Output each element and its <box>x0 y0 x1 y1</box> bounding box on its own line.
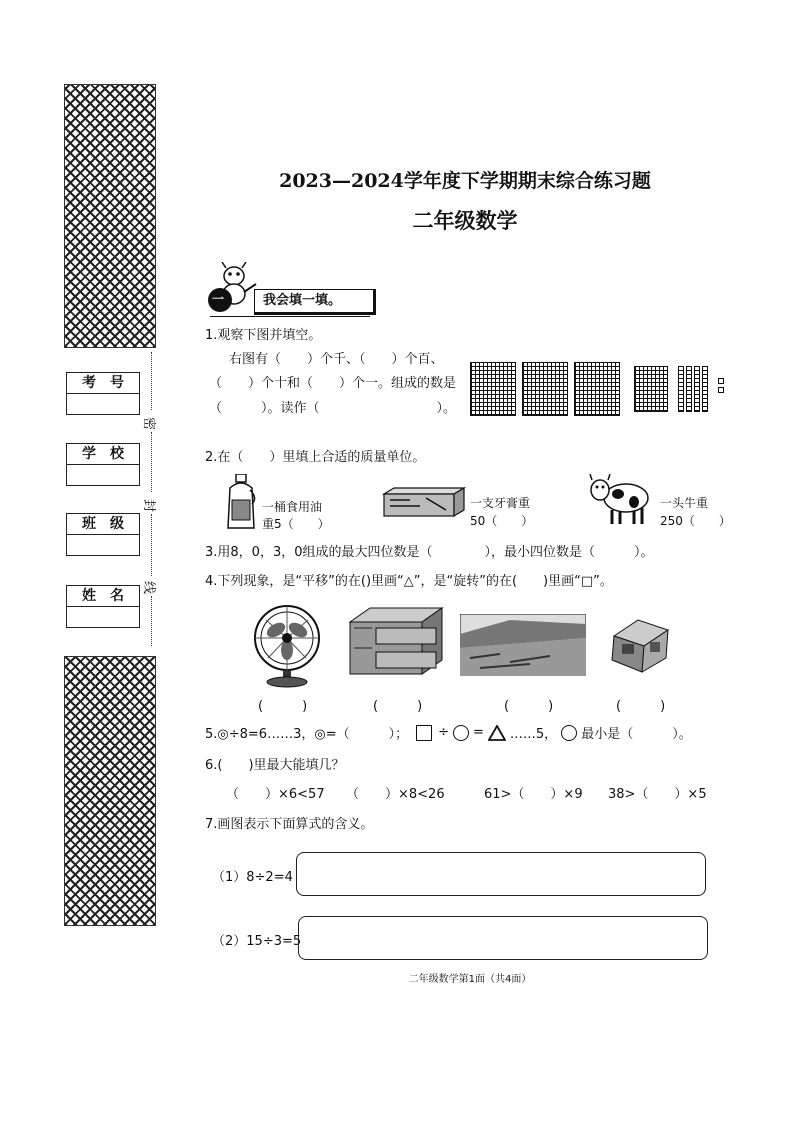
q2-prompt: 2.在（ ）里填上合适的质量单位。 <box>205 450 426 465</box>
q2-item1-line2: 重5（ ） <box>262 517 330 531</box>
q4-paren-2[interactable]: ( ) <box>373 699 423 714</box>
q4-paren-1[interactable]: ( ) <box>258 699 308 714</box>
decorative-border-top <box>64 84 156 348</box>
mascot-icon <box>204 262 260 316</box>
q2-item1-line1: 一桶食用油 <box>262 500 323 514</box>
thousand-cube-3 <box>574 362 620 416</box>
thousand-cube-1 <box>470 362 516 416</box>
q5-line <box>205 723 692 742</box>
q5-part1: 5.◎÷8=6……3，◎=（ ）； <box>205 727 409 742</box>
field-label: 学校 <box>67 444 139 465</box>
train-track-icon <box>460 614 586 676</box>
q6-item-2: （ ）×8<26 <box>346 787 445 802</box>
section-heading-underline <box>210 316 370 317</box>
q5-part5: 最小是（ ）。 <box>581 727 692 742</box>
school-input[interactable] <box>67 465 139 485</box>
q4-text: 4.下列现象，是“平移”的在()里画“△”，是“旋转”的在( )里画“□”。 <box>205 574 613 589</box>
drawer-icon <box>346 604 446 678</box>
q5-part2: ÷ <box>438 725 449 740</box>
ten-rod-4 <box>702 366 708 412</box>
page-title: 2023—2024学年度下学期期末综合练习题 <box>279 170 651 192</box>
q2-item3-line1: 一头牛重 <box>660 496 709 510</box>
oil-bottle-icon <box>224 474 258 530</box>
section-heading: 我会填一填。 <box>254 289 376 315</box>
ten-rod-3 <box>694 366 700 412</box>
field-class <box>66 513 140 556</box>
q7-answer-box-2[interactable] <box>298 916 708 960</box>
name-input[interactable] <box>67 607 139 627</box>
circle-icon <box>453 725 469 741</box>
q5-part3: = <box>473 725 484 740</box>
q5-part4: ……5， <box>509 727 558 742</box>
field-school <box>66 443 140 486</box>
q2-item2-line2: 50（ ） <box>470 514 534 528</box>
seal-line-2 <box>151 432 152 492</box>
triangle-icon <box>488 725 506 741</box>
q7-answer-box-1[interactable] <box>296 852 706 896</box>
class-input[interactable] <box>67 535 139 555</box>
seal-char-mi: 密 <box>141 416 157 431</box>
q3-text: 3.用8，0，3，0组成的最大四位数是（ ），最小四位数是（ ）。 <box>205 545 654 560</box>
one-cube-2 <box>718 387 724 393</box>
field-label: 姓名 <box>67 586 139 607</box>
one-cube-1 <box>718 378 724 384</box>
field-name <box>66 585 140 628</box>
section-number: 一 <box>211 292 224 306</box>
q4-paren-3[interactable]: ( ) <box>504 699 554 714</box>
q6-item-3: 61>（ ）×9 <box>484 787 583 802</box>
seal-char-xian: 线 <box>141 580 157 595</box>
electric-fan-icon <box>244 604 330 688</box>
q1-line1: 右图有（ ）个千、（ ）个百、 <box>229 352 444 367</box>
field-label: 班级 <box>67 514 139 535</box>
page-footer: 二年级数学第1面（共4面） <box>408 974 532 985</box>
q1-line2: （ ）个十和（ ）个一。组成的数是 <box>209 376 457 391</box>
q6-item-4: 38>（ ）×5 <box>608 787 707 802</box>
q6-prompt: 6.( )里最大能填几？ <box>205 758 345 773</box>
seal-char-feng: 封 <box>141 498 157 513</box>
cow-icon <box>588 474 652 526</box>
q7-prompt: 7.画图表示下面算式的含义。 <box>205 817 374 832</box>
exam-number-input[interactable] <box>67 394 139 414</box>
seal-line-4 <box>151 596 152 646</box>
toothpaste-box-icon <box>380 486 466 518</box>
decorative-border-bottom <box>64 656 156 926</box>
q7-item1-label: （1）8÷2=4 <box>212 870 293 885</box>
q2-item3-line2: 250（ ） <box>660 514 731 528</box>
q1-line3: （ ）。读作（ ）。 <box>209 401 457 416</box>
q1-prompt: 1.观察下图并填空。 <box>205 328 322 343</box>
circle-icon <box>561 725 577 741</box>
field-label: 考号 <box>67 373 139 394</box>
q7-item2-label: （2）15÷3=5 <box>212 934 302 949</box>
page-subtitle: 二年级数学 <box>412 208 518 233</box>
q4-paren-4[interactable]: ( ) <box>616 699 666 714</box>
hundred-flat <box>634 366 668 412</box>
field-exam-number <box>66 372 140 415</box>
square-icon <box>416 725 432 741</box>
thousand-cube-2 <box>522 362 568 416</box>
box-package-icon <box>608 616 672 674</box>
seal-line-3 <box>151 514 152 576</box>
ten-rod-2 <box>686 366 692 412</box>
q6-item-1: （ ）×6<57 <box>226 787 325 802</box>
seal-line-1 <box>151 352 152 410</box>
q2-item2-line1: 一支牙膏重 <box>470 496 531 510</box>
ten-rod-1 <box>678 366 684 412</box>
